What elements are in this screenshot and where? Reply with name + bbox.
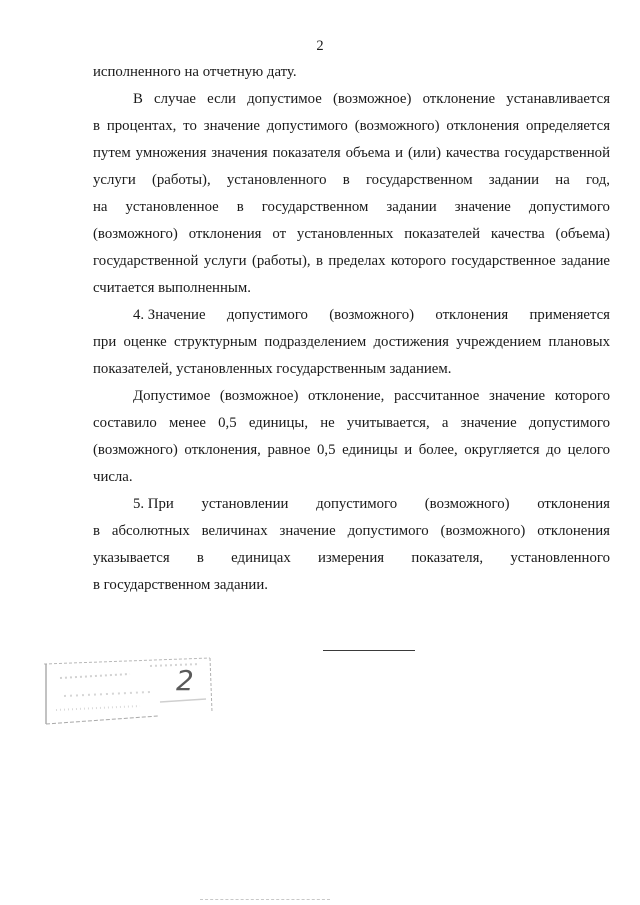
word: услуги	[93, 172, 136, 188]
word: задании	[386, 199, 437, 215]
paragraph-3-line-2: составило менее 0,5 единицы, не учитывается, а значение допустимого	[93, 415, 610, 431]
word: задании	[488, 172, 540, 188]
word: применяется	[529, 307, 610, 323]
word: измерения	[317, 550, 385, 566]
word: установлении	[201, 496, 289, 512]
word: на	[93, 199, 108, 215]
paragraph-2-line-1	[133, 306, 610, 324]
word: допустимого	[528, 199, 610, 215]
paragraph-1-line-7: государственной услуги (работы), в пределах которого государственное задание	[93, 253, 610, 269]
paragraph-3-line-4: числа.	[93, 469, 133, 485]
word: допустимого	[226, 307, 308, 323]
word: год,	[586, 172, 610, 188]
paragraph-1-line-2: в процентах, то значение допустимого (возможного) отклонения определяется	[93, 118, 610, 134]
word: отклонения	[435, 307, 509, 323]
paragraph-1-line-3: путем умножения значения показателя объема и (или) качества государственной	[93, 145, 610, 161]
word: установленное	[125, 199, 219, 215]
paragraph-1-line-1-text: В случае если допустимое (возможное) отклонение устанавливается	[133, 91, 610, 107]
paragraph-0-line-1: исполненного на отчетную дату.	[93, 64, 297, 80]
bottom-edge-mark	[200, 899, 330, 900]
paragraph-4-line-4: в государственном задании.	[93, 577, 268, 593]
paragraph-1-line-5	[93, 198, 610, 216]
end-separator-line	[323, 650, 415, 651]
word: в	[342, 172, 350, 188]
paragraph-1-line-1	[133, 90, 610, 108]
paragraph-1-line-4	[93, 171, 610, 189]
word: показателя,	[411, 550, 484, 566]
word: на	[555, 172, 570, 188]
word: установленного	[226, 172, 327, 188]
word: 5. При	[133, 496, 174, 512]
registration-stamp	[40, 652, 220, 730]
word: (возможного)	[424, 496, 510, 512]
word: установленного	[510, 550, 610, 566]
paragraph-2-line-2: при оценке структурным подразделением достижения учреждением плановых	[93, 334, 610, 350]
word: государственном	[261, 199, 369, 215]
word: в	[196, 550, 204, 566]
paragraph-4-line-3	[93, 549, 610, 567]
paragraph-3-line-1: Допустимое (возможное) отклонение, рассчитанное значение которого	[133, 388, 610, 404]
word: в	[236, 199, 244, 215]
word: отклонения	[537, 496, 610, 512]
paragraph-1-line-8: считается выполненным.	[93, 280, 251, 296]
word: (возможного)	[329, 307, 415, 323]
page-number: 2	[316, 38, 324, 54]
paragraph-1-line-6: (возможного) отклонения от установленных показателей качества (объема)	[93, 226, 610, 242]
word: единицах	[231, 550, 291, 566]
paragraph-4-line-1	[133, 495, 610, 513]
word: значение	[454, 199, 511, 215]
paragraph-4-line-2: в абсолютных величинах значение допустимого (возможного) отклонения	[93, 523, 610, 539]
word: (работы),	[151, 172, 211, 188]
word: допустимого	[316, 496, 398, 512]
word: 4. Значение	[133, 307, 206, 323]
paragraph-2-line-3: показателей, установленных государственным заданием.	[93, 361, 452, 377]
paragraph-3-line-3: (возможного) отклонения, равное 0,5 единицы и более, округляется до целого	[93, 442, 610, 458]
word: указывается	[93, 550, 170, 566]
stamp-number: 2	[176, 664, 194, 697]
word: государственном	[365, 172, 473, 188]
